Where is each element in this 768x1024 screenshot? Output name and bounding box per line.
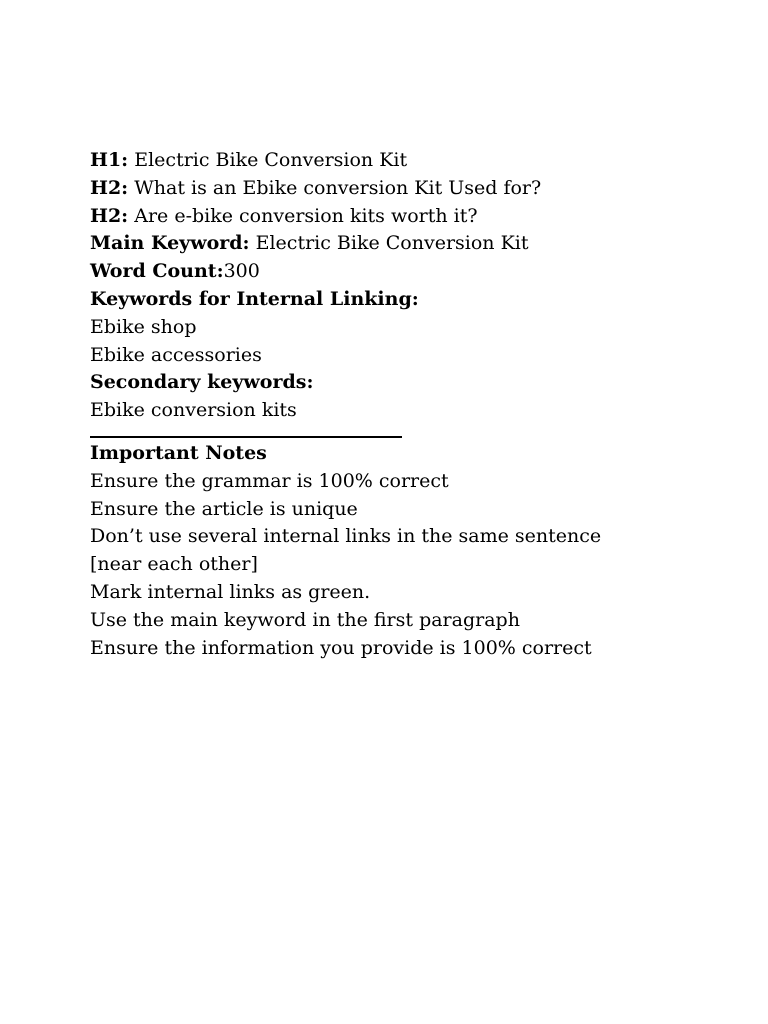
h2-value-1: What is an Ebike conversion Kit Used for? bbox=[134, 176, 542, 199]
secondary-keyword-item-1: Ebike conversion kits bbox=[90, 399, 297, 422]
internal-linking-heading: Keywords for Internal Linking: bbox=[90, 287, 419, 310]
internal-linking-item-1: Ebike shop bbox=[90, 315, 197, 338]
note-item-1: Ensure the grammar is 100% correct bbox=[90, 469, 449, 492]
note-item-2: Ensure the article is unique bbox=[90, 497, 358, 520]
notes-title: Important Notes bbox=[90, 441, 267, 464]
document-body bbox=[90, 147, 730, 662]
note-item-5: Mark internal links as green. bbox=[90, 580, 371, 603]
h2-label-2: H2: bbox=[90, 204, 129, 227]
main-keyword-line bbox=[90, 230, 730, 258]
section-divider bbox=[90, 436, 402, 438]
word-count-line bbox=[90, 258, 730, 286]
main-keyword-label: Main Keyword: bbox=[90, 232, 250, 255]
note-item-7: Ensure the information you provide is 100% correct bbox=[90, 636, 592, 659]
h2-line-2 bbox=[90, 203, 730, 231]
main-keyword-value: Electric Bike Conversion Kit bbox=[255, 232, 529, 255]
word-count-value: 300 bbox=[223, 260, 260, 283]
h2-label-1: H2: bbox=[90, 176, 129, 199]
h1-label: H1: bbox=[90, 149, 129, 171]
note-item-4: [near each other] bbox=[90, 553, 258, 576]
internal-linking-item-2: Ebike accessories bbox=[90, 343, 262, 366]
note-item-6: Use the main keyword in the first paragraph bbox=[90, 608, 520, 631]
word-count-label: Word Count: bbox=[90, 260, 224, 283]
note-item-3: Don’t use several internal links in the same sentence bbox=[90, 525, 602, 548]
h1-value: Electric Bike Conversion Kit bbox=[134, 149, 408, 171]
h2-value-2: Are e-bike conversion kits worth it? bbox=[134, 204, 478, 227]
h1-line bbox=[90, 147, 730, 175]
secondary-keywords-heading: Secondary keywords: bbox=[90, 371, 314, 394]
h2-line-1 bbox=[90, 175, 730, 203]
